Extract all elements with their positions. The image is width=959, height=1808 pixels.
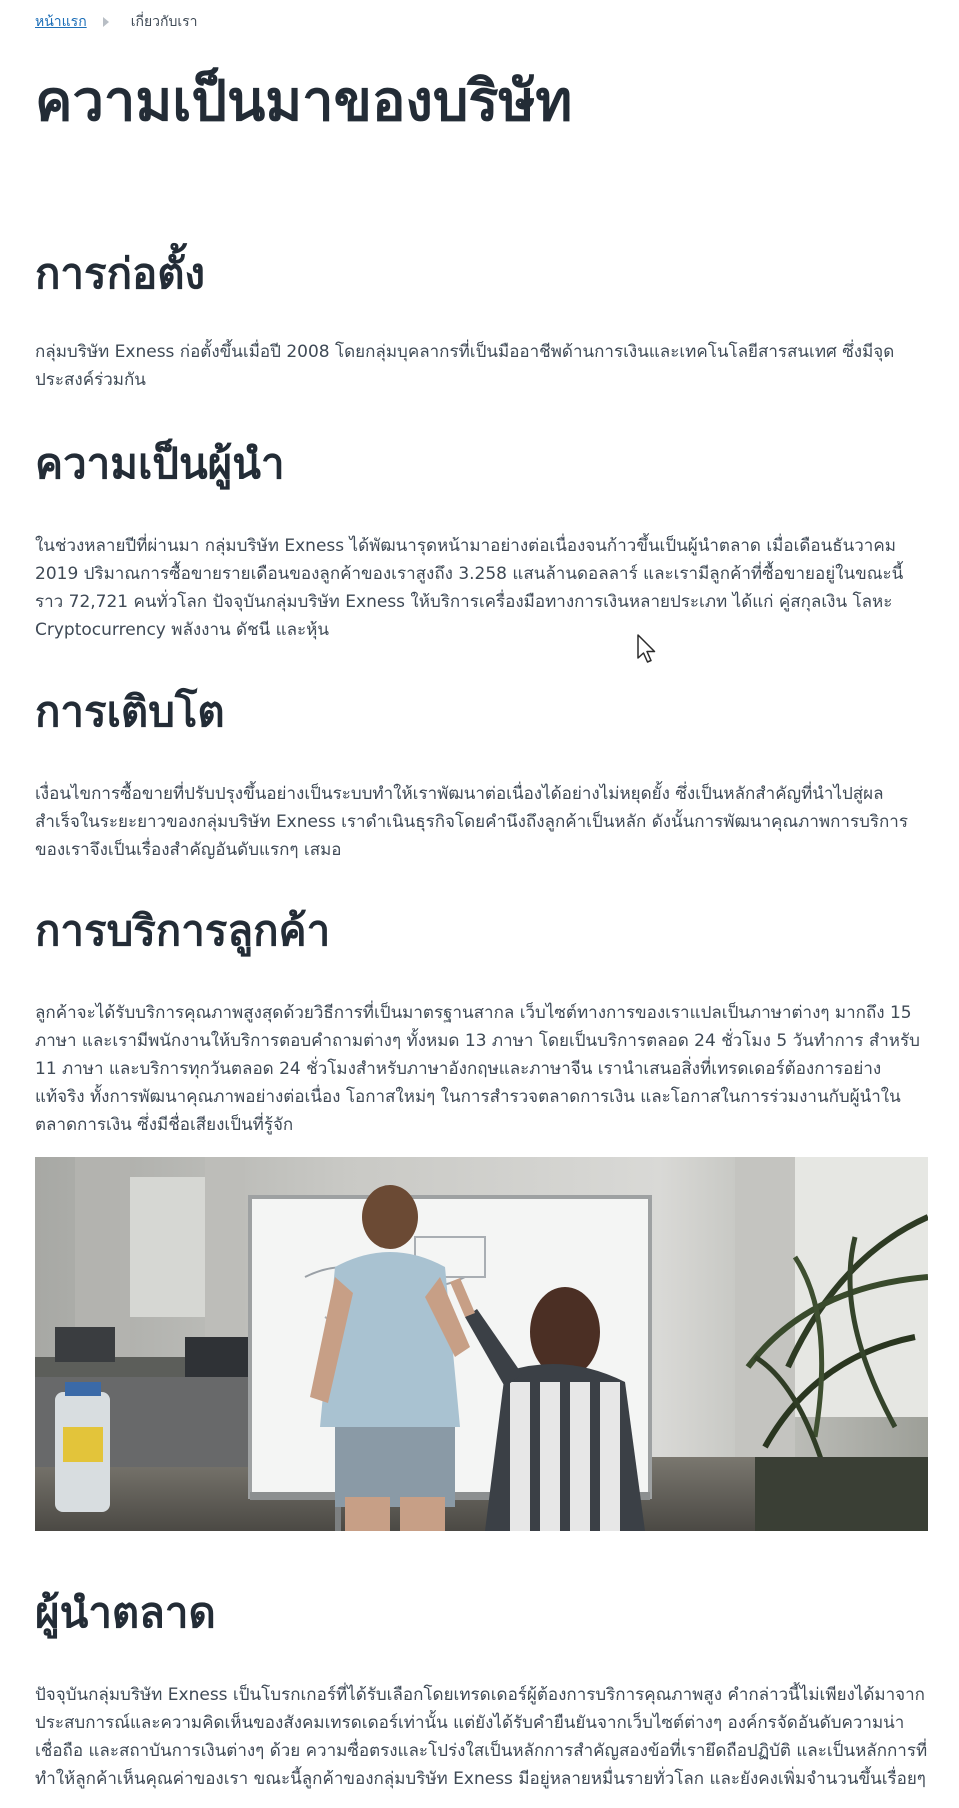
page-title: ความเป็นมาของบริษัท xyxy=(35,69,573,134)
section-body: ปัจจุบันกลุ่มบริษัท Exness เป็นโบรกเกอร์ที่ได้รับเลือกโดยเทรดเดอร์ผู้ต้องการบริการคุณภาพสูง คำกล่าวนี้ไม่เพียงได้มาจากประสบการณ์และความคิดเห็นของสังคมเทรดเดอร์เท่านั้น แต่ยังได้รับคำยืนยันจากเว็บไซต์ต่างๆ องค์กรจัดอันดับความน่าเชื่อถือ และสถาบันการเงินต่างๆ ด้วย ความซื่อตรงและโปร่งใสเป็นหลักการสำคัญสองข้อที่เรายึดถือปฏิบัติ และเป็นหลักการที่ทำให้ลูกค้าเห็นคุณค่าของเรา ขณะนี้ลูกค้าของกลุ่มบริษัท Exness มีอยู่หลายหมื่นรายทั่วโลก และยังคงเพิ่มจำนวนขึ้นเรื่อยๆ xyxy=(35,1685,928,1789)
breadcrumb-home-link[interactable]: หน้าแรก xyxy=(35,14,87,30)
office-whiteboard-photo xyxy=(35,1157,928,1531)
section-heading: ผู้นำตลาด xyxy=(35,1588,216,1637)
section-market-leader xyxy=(35,1585,928,1793)
mouse-pointer-icon xyxy=(637,634,659,664)
section-founding xyxy=(35,246,928,394)
section-body: ลูกค้าจะได้รับบริการคุณภาพสูงสุดด้วยวิธีการที่เป็นมาตรฐานสากล เว็บไซต์ทางการของเราแปลเป็นภาษาต่างๆ มากถึง 15 ภาษา และเรามีพนักงานให้บริการตอบคำถามต่างๆ ทั้งหมด 13 ภาษา โดยเป็นบริการตลอด 24 ชั่วโมง 5 วันทำการ สำหรับ 11 ภาษา และบริการทุกวันตลอด 24 ชั่วโมงสำหรับภาษาอังกฤษและภาษาจีน เรานำเสนอสิ่งที่เทรดเดอร์ต้องการอย่างแท้จริง ทั้งการพัฒนาคุณภาพอย่างต่อเนื่อง โอกาสใหม่ๆ ในการสำรวจตลาดการเงิน และโอกาสในการร่วมงานกับผู้นำในตลาดการเงิน ซึ่งมีชื่อเสียงเป็นที่รู้จัก xyxy=(35,1003,920,1135)
triangle-right-icon xyxy=(103,17,109,27)
section-leadership xyxy=(35,436,928,644)
section-body: เงื่อนไขการซื้อขายที่ปรับปรุงขึ้นอย่างเป็นระบบทำให้เราพัฒนาต่อเนื่องได้อย่างไม่หยุดยั้ง ซึ่งเป็นหลักสำคัญที่นำไปสู่ผลสำเร็จในระยะยาวของกลุ่มบริษัท Exness เราดำเนินธุรกิจโดยคำนึงถึงลูกค้าเป็นหลัก ดังนั้นการพัฒนาคุณภาพการบริการของเราจึงเป็นเรื่องสำคัญอันดับแรกๆ เสมอ xyxy=(35,784,908,860)
section-body: กลุ่มบริษัท Exness ก่อตั้งขึ้นเมื่อปี 2008 โดยกลุ่มบุคลากรที่เป็นมืออาชีพด้านการเงินและเทคโนโลยีสารสนเทศ ซึ่งมีจุดประสงค์ร่วมกัน xyxy=(35,342,895,390)
breadcrumb xyxy=(35,12,198,32)
section-customer-service xyxy=(35,903,928,1139)
section-heading: การบริการลูกค้า xyxy=(35,906,331,955)
section-growth xyxy=(35,684,928,864)
section-heading: การก่อตั้ง xyxy=(35,249,206,298)
section-heading: ความเป็นผู้นำ xyxy=(35,439,285,488)
breadcrumb-current: เกี่ยวกับเรา xyxy=(130,14,198,30)
section-body: ในช่วงหลายปีที่ผ่านมา กลุ่มบริษัท Exness ได้พัฒนารุดหน้ามาอย่างต่อเนื่องจนก้าวขึ้นเป็นผู้นำตลาด เมื่อเดือนธันวาคม 2019 ปริมาณการซื้อขายรายเดือนของลูกค้าของเราสูงถึง 3.258 แสนล้านดอลลาร์ และเรามีลูกค้าที่ซื้อขายอยู่ในขณะนี้ราว 72,721 คนทั่วโลก ปัจจุบันกลุ่มบริษัท Exness ให้บริการเครื่องมือทางการเงินหลายประเภท ได้แก่ คู่สกุลเงิน โลหะ Cryptocurrency พลังงาน ดัชนี และหุ้น xyxy=(35,536,904,640)
section-heading: การเติบโต xyxy=(35,687,225,736)
